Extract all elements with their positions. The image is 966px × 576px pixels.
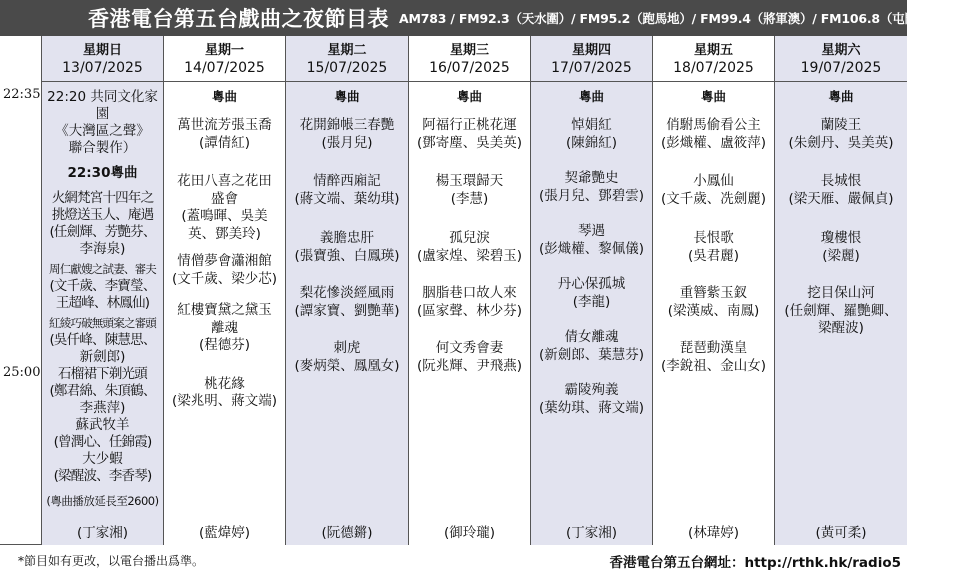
- programme-line: (曾潤心、任錦霞): [53, 434, 152, 450]
- programme-cast: (梁麗): [822, 247, 860, 264]
- programme-item: [409, 117, 530, 152]
- programme-item: [653, 173, 774, 208]
- programme-title: 情僧夢會瀟湘館: [177, 253, 272, 269]
- programme-cast: (彭熾權、盧筱萍): [660, 134, 767, 151]
- programme-title: 刺虎: [333, 340, 361, 356]
- programme-title: 萬世流芳張玉喬: [177, 117, 272, 133]
- host-name: (林瑋婷): [687, 525, 740, 541]
- programme-cast: (吳君麗): [687, 247, 740, 264]
- day-date: 17/07/2025: [551, 60, 632, 76]
- programme-line: 聯合製作）: [68, 140, 137, 156]
- programme-category: 粵曲: [211, 89, 237, 104]
- programme-line: (文千歲、李寶瑩、: [49, 278, 156, 294]
- programme-item: [531, 170, 652, 205]
- programme-cast: (阮兆輝、尹飛燕): [416, 357, 523, 374]
- programme-line: 火網梵宮十四年之: [51, 190, 154, 206]
- programme-item: [286, 285, 408, 320]
- programme-title: 胭脂巷口故人來: [422, 285, 517, 301]
- programme-item: [164, 117, 285, 152]
- programme-title: 小鳳仙: [693, 173, 734, 189]
- programme-item: [164, 253, 285, 288]
- programme-line: 李海泉): [79, 241, 126, 257]
- programme-line: (吳仟峰、陳慧思、: [49, 332, 156, 348]
- host-name: (丁家湘): [565, 525, 618, 541]
- programme-line: 石榴裙下剃光頭: [58, 366, 147, 382]
- programme-cast: (梁兆明、蔣文端): [171, 393, 278, 409]
- programme-title: 長恨歌: [693, 230, 734, 246]
- day-name: 星期六: [821, 43, 861, 58]
- programme-title: 情醉西廂記: [313, 173, 381, 189]
- programme-category: 粵曲: [700, 89, 726, 104]
- page-title: 香港電台第五台戲曲之夜節目表: [88, 7, 389, 31]
- host-name: (黃可柔): [815, 525, 867, 541]
- programme-line: 蘇武牧羊: [75, 417, 130, 433]
- programme-title: 琴遇: [578, 223, 605, 239]
- programme-item: [531, 276, 652, 311]
- day-name: 星期五: [693, 43, 733, 58]
- day-date: 13/07/2025: [62, 60, 143, 76]
- day-header: [164, 36, 285, 82]
- programme-cast: (新劍郎、葉慧芬): [538, 346, 645, 363]
- programme-title: 俏駙馬偷看公主: [666, 117, 761, 133]
- host-name: (阮德鏘): [321, 525, 373, 541]
- time-label-end: 25:00: [3, 365, 41, 380]
- day-column-sunday: [42, 36, 164, 545]
- programme-item: [164, 302, 285, 355]
- day-column-saturday: [775, 36, 907, 545]
- programme-line: 挑燈送玉人、庵遇: [51, 207, 154, 223]
- programme-line: 李燕萍): [79, 400, 126, 416]
- day-header: [653, 36, 774, 82]
- programme-item: [653, 230, 774, 265]
- programme-cast: (張寶強、白鳳瑛): [294, 247, 400, 264]
- programme-item: [653, 340, 774, 375]
- programme-item: [409, 173, 530, 208]
- programme-cast: (程德芬): [198, 337, 251, 353]
- programme-title: 孤兒淚: [449, 230, 490, 246]
- programme-title: 花田八喜之花田盛會: [177, 173, 272, 207]
- programme-title: 義膽忠肝: [320, 230, 374, 246]
- programme-title: 丹心保孤城: [557, 276, 626, 292]
- programme-line: (梁醒波、李香琴): [53, 468, 152, 484]
- time-label-start: 22:35: [3, 87, 41, 102]
- title-bar: [0, 0, 966, 36]
- programme-item: [286, 230, 408, 265]
- programme-item: [653, 117, 774, 152]
- day-name: 星期四: [571, 43, 611, 58]
- programme-line: 紅綾巧破無頭案之審頭: [49, 316, 156, 330]
- programme-line: 新劍郎): [79, 349, 126, 365]
- programme-cast: (梁天雁、嚴佩貞): [788, 190, 894, 207]
- programme-cast: (李銳祖、金山女): [660, 357, 767, 374]
- day-header: [42, 36, 163, 82]
- day-column-monday: [164, 36, 286, 545]
- day-date: 18/07/2025: [673, 60, 754, 76]
- sunday-programme-list: [42, 82, 163, 509]
- programme-item: [775, 285, 907, 338]
- day-name: 星期三: [449, 43, 489, 58]
- programme-title: 悼娟紅: [571, 117, 612, 133]
- programme-cast: (譚家寶、劉艷華): [294, 302, 400, 319]
- day-date: 16/07/2025: [429, 60, 510, 76]
- programme-cast: (梁漢威、南鳳): [667, 302, 760, 319]
- day-name: 星期一: [204, 43, 244, 58]
- programme-cast: (蔣文端、葉幼琪): [294, 190, 400, 207]
- host-name: (御玲瓏): [443, 525, 496, 541]
- programme-item: [775, 230, 907, 265]
- frequency-list: AM783 / FM92.3（天水圍）/ FM95.2（跑馬地）/ FM99.4（將軍澳）/ FM106.8（屯門、元朗）: [399, 11, 966, 26]
- programme-cast: (文千歲、梁少芯): [171, 270, 278, 287]
- programme-title: 倩女離魂: [564, 329, 619, 345]
- programme-title: 挖目保山河: [807, 285, 875, 301]
- programme-title: 楊玉環歸天: [435, 173, 504, 189]
- day-header: [409, 36, 530, 82]
- programme-cast: (彭熾權、黎佩儀): [538, 240, 645, 257]
- programme-item: [775, 173, 907, 208]
- programme-line: 22:30粵曲: [67, 165, 138, 181]
- programme-category: 粵曲: [828, 89, 854, 104]
- programme-line: 王超峰、林鳳仙): [55, 295, 150, 311]
- programme-item: [653, 285, 774, 320]
- programme-title: 契爺艷史: [564, 170, 619, 186]
- programme-cast: (陳錦紅): [565, 134, 618, 151]
- programme-cast: (李龍): [572, 293, 611, 310]
- programme-cast: (朱劍丹、吳美英): [788, 134, 894, 151]
- programme-title: 霸陵殉義: [564, 382, 619, 398]
- programme-line: 周仁獻嫂之試妻、審夫: [49, 262, 156, 276]
- programme-category: 粵曲: [578, 89, 604, 104]
- programme-cast: (鄧寄塵、吳美英): [416, 134, 523, 151]
- programme-cast: (區家聲、林少芬): [416, 302, 523, 319]
- schedule-grid: [0, 36, 907, 545]
- programme-cast: (文千歲、冼劍麗): [660, 190, 767, 207]
- programme-item: [531, 382, 652, 417]
- day-name: 星期日: [82, 43, 122, 58]
- programme-item: [164, 376, 285, 411]
- programme-line: 大少蝦: [82, 451, 123, 467]
- website-link[interactable]: 香港電台第五台網址：http://rthk.hk/radio5: [609, 554, 901, 571]
- programme-cast: (譚倩紅): [198, 134, 251, 151]
- host-name: (丁家湘): [76, 525, 129, 541]
- programme-category: 粵曲: [456, 89, 482, 104]
- programme-cast: (麥炳榮、鳳凰女): [294, 357, 400, 374]
- footer-note: *節目如有更改，以電台播出爲準。: [18, 554, 205, 568]
- programme-item: [164, 173, 285, 243]
- programme-note: (粵曲播放延長至2600): [46, 494, 159, 508]
- programme-item: [286, 117, 408, 152]
- programme-title: 梨花慘淡經風雨: [299, 285, 395, 301]
- programme-cast: (蓋鳴暉、吳美英、鄧美玲): [181, 208, 268, 242]
- programme-title: 重簪紫玉釵: [679, 285, 748, 301]
- programme-cast: (盧家煌、梁碧玉): [416, 247, 523, 264]
- day-date: 15/07/2025: [306, 60, 388, 76]
- programme-title: 紅樓寶黛之黛玉離魂: [177, 302, 272, 336]
- day-header: [775, 36, 907, 82]
- day-date: 19/07/2025: [800, 60, 882, 76]
- programme-cast: (葉幼琪、蔣文端): [538, 399, 645, 416]
- day-column-wednesday: [409, 36, 531, 545]
- programme-item: [531, 117, 652, 152]
- programme-item: [409, 340, 530, 375]
- day-name: 星期二: [327, 43, 367, 58]
- programme-title: 琵琶動漢皇: [679, 340, 748, 356]
- programme-title: 阿福行正桃花運: [422, 117, 517, 133]
- programme-line: 《大灣區之聲》: [55, 123, 150, 139]
- programme-title: 蘭陵王: [820, 117, 862, 133]
- day-header: [531, 36, 652, 82]
- day-column-tuesday: [286, 36, 409, 545]
- time-column: [0, 36, 42, 545]
- programme-item: [775, 117, 907, 152]
- programme-category: 粵曲: [334, 89, 360, 104]
- programme-line: (鄭君綿、朱頂鶴、: [49, 383, 156, 399]
- programme-item: [286, 340, 408, 375]
- programme-line: 22:20 共同文化家園: [47, 89, 158, 122]
- programme-title: 長城恨: [820, 173, 862, 189]
- programme-cast: (任劍輝、羅艷卿、梁醒波): [784, 302, 898, 336]
- programme-title: 瓊樓恨: [820, 230, 862, 246]
- programme-cast: (張月兒、鄧碧雲): [538, 187, 645, 204]
- day-header: [286, 36, 408, 82]
- programme-item: [286, 173, 408, 208]
- programme-cast: (張月兒): [321, 134, 373, 151]
- programme-item: [409, 285, 530, 320]
- programme-cast: (李慧): [450, 190, 489, 207]
- host-name: (藍煒婷): [198, 525, 251, 541]
- programme-title: 桃花緣: [204, 375, 245, 392]
- programme-title: 花開錦帳三春艷: [299, 117, 395, 133]
- programme-item: [409, 230, 530, 265]
- programme-item: [531, 329, 652, 364]
- programme-title: 何文秀會妻: [435, 340, 504, 356]
- day-column-thursday: [531, 36, 653, 545]
- footer: [0, 545, 907, 576]
- day-column-friday: [653, 36, 775, 545]
- programme-item: [531, 223, 652, 258]
- programme-line: (任劍輝、芳艷芬、: [49, 224, 156, 240]
- day-date: 14/07/2025: [184, 60, 265, 76]
